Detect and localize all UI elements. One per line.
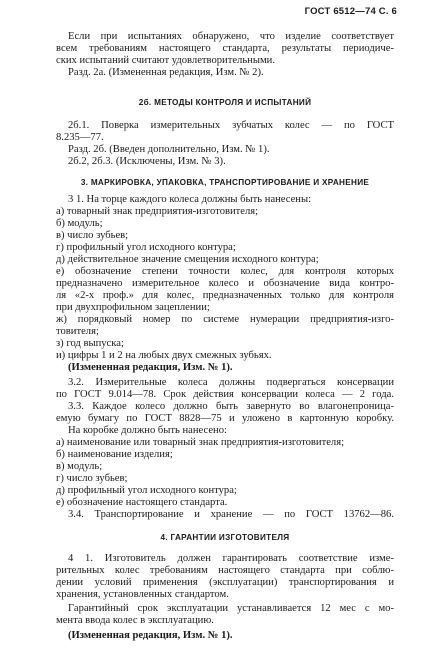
text-line: рительных колес требованиям настоящего стандарта при соблю- <box>56 565 394 576</box>
text-line: хранения, установленных стандартом. <box>56 589 229 600</box>
text-line: Разд. 2а. (Измененная редакция, Изм. № 2). <box>68 67 264 78</box>
text-line: всем требованиям настоящего стандарта, результаты периодиче- <box>56 43 394 54</box>
text-line: (Измененная редакция, Изм. № 1). <box>68 630 233 641</box>
text-line: 2б.1. Поверка измерительных зубчатых колес — по ГОСТ <box>68 120 394 131</box>
text-line: 4 1. Изготовитель должен гарантировать соответствие изме- <box>68 553 394 564</box>
list-item: б) наименование изделия; <box>56 449 173 460</box>
list-item: е) обозначение степени точности колес, для контроля которых <box>56 266 394 277</box>
section-heading: 2б. МЕТОДЫ КОНТРОЛЯ И ИСПЫТАНИЙ <box>138 98 312 107</box>
list-item: и) цифры 1 и 2 на любых двух смежных зубьях. <box>56 350 272 361</box>
list-item: е) обозначение настоящего стандарта. <box>56 497 228 508</box>
text-line: мента ввода колес в эксплуатацию. <box>56 615 214 626</box>
text-line: 2б.2, 2б.3. (Исключены, Изм. № 3). <box>68 156 226 167</box>
text-line: по ГОСТ 9.014—78. Срок действия консервации колеса — 2 года. <box>56 389 394 400</box>
text-line: 8.235—77. <box>56 132 104 143</box>
text-line: 3.2. Измерительные колеса должны подвергаться консервации <box>68 377 394 388</box>
text-line: дении условий применения (эксплуатации) транспортирования и <box>56 577 394 588</box>
text-line: емую бумагу по ГОСТ 8828—75 и уложено в картонную коробку. <box>56 413 394 424</box>
text-line: 3.4. Транспортирование и хранение — по ГОСТ 13762—86. <box>68 509 394 520</box>
section-heading: 3. МАРКИРОВКА, УПАКОВКА, ТРАНСПОРТИРОВАНИЕ И ХРАНЕНИЕ <box>80 178 370 187</box>
list-item: д) действительное значение смещения исходного контура; <box>56 254 319 265</box>
section-heading: 4. ГАРАНТИИ ИЗГОТОВИТЕЛЯ <box>160 533 290 542</box>
text-line: 3 1. На торце каждого колеса должны быть нанесены: <box>68 194 312 205</box>
page-header: ГОСТ 6512—74 С. 6 <box>304 6 397 17</box>
list-item: з) год выпуска; <box>56 338 124 349</box>
list-item: б) модуль; <box>56 218 103 229</box>
text-line: ля «2-х проф.» для колес, предназначенных только для контроля <box>56 290 394 301</box>
list-item: д) профильный угол исходного контура; <box>56 485 237 496</box>
text-line: На коробке должно быть нанесено: <box>68 425 227 436</box>
list-item: г) профильный угол исходного контура; <box>56 242 236 253</box>
text-line: (Измененная редакция, Изм. № 1). <box>68 362 233 373</box>
text-line: ских испытаний считают удовлетворительными. <box>56 55 275 66</box>
text-line: Если при испытаниях обнаружено, что изделие соответствует <box>68 31 394 42</box>
text-line: предназначено измерительное колесо и обозначение вида контро- <box>56 278 394 289</box>
text-line: Гарантийный срок эксплуатации устанавливается 12 мес с мо- <box>68 603 394 614</box>
text-line: Разд. 2б. (Введен дополнительно, Изм. № 1). <box>68 144 270 155</box>
text-line: 3.3. Каждое колесо должно быть завернуто во влагонепроница- <box>68 401 394 412</box>
text-line: при двухпрофильном зацеплении; <box>56 302 210 313</box>
text-line: товителя; <box>56 326 99 337</box>
list-item: ж) порядковый номер по системе нумерации предприятия-изго- <box>56 314 394 325</box>
list-item: а) товарный знак предприятия-изготовителя; <box>56 206 259 217</box>
list-item: в) модуль; <box>56 461 103 472</box>
list-item: г) число зубьев; <box>56 473 128 484</box>
list-item: а) наименование или товарный знак предприятия-изготовителя; <box>56 437 345 448</box>
list-item: в) число зубьев; <box>56 230 129 241</box>
